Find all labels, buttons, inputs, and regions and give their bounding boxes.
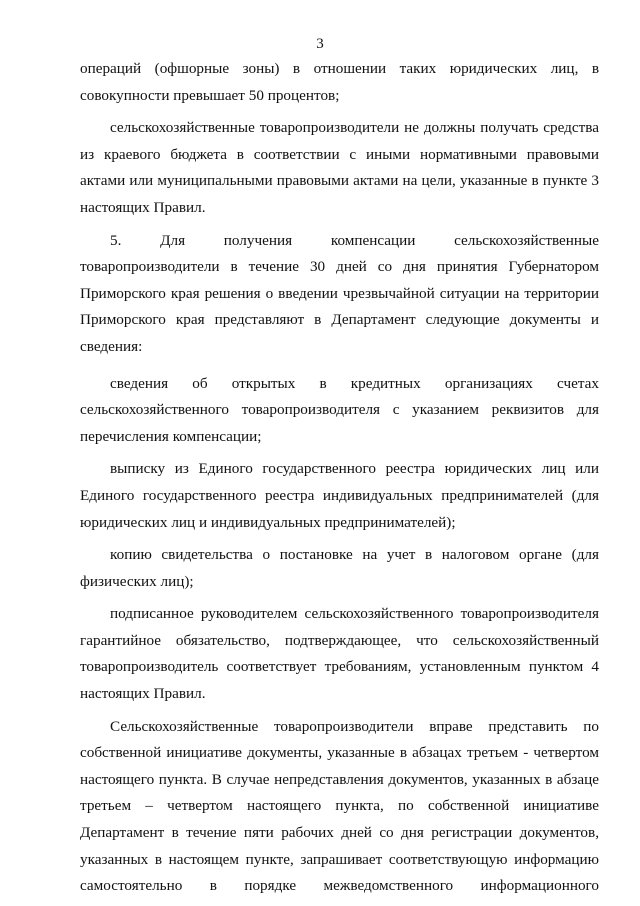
paragraph-item-5: 5. Для получения компенсации сельскохозяйственные товаропроизводители в течение 30 дней со дня принятия Губернатором Приморского края решения о введении чрезвычайной ситуации на территории Приморского края представляют в Департамент следующие документы и сведения:	[80, 231, 599, 355]
paragraph-no-other-funds: сельскохозяйственные товаропроизводители не должны получать средства из краевого бюджета в соответствии с иными нормативными правовыми актами или муниципальными правовыми актами на цели, указанные в пункте 3 настоящих Правил.	[80, 119, 599, 216]
paragraph-tax-certificate: копию свидетельства о постановке на учет в налоговом органе (для физических лиц);	[80, 546, 599, 590]
paragraph-guarantee: подписанное руководителем сельскохозяйственного товаропроизводителя гарантийное обязательство, подтверждающее, что сельскохозяйственный товаропроизводитель соответствует требованиям, установленным пунктом 4 настоящих Правил.	[80, 605, 599, 703]
paragraph-bank-accounts: сведения об открытых в кредитных организациях счетах сельскохозяйственного товаропроизводителя с указанием реквизитов для перечисления компенсации;	[80, 374, 599, 445]
paragraph-offshore: операций (офшорные зоны) в отношении таких юридических лиц, в совокупности превышает 50 процентов;	[80, 60, 599, 104]
paragraph-registry-extract: выписку из Единого государственного реестра юридических лиц или Единого государственного реестра индивидуальных предпринимателей (для юридических лиц и индивидуальных предпринимателей);	[80, 460, 599, 531]
page-number: 3	[316, 36, 324, 52]
paragraph-own-initiative: Сельскохозяйственные товаропроизводители вправе представить по собственной инициативе документы, указанные в абзацах третьем - четвертом настоящего пункта. В случае непредставления документов, указанных в абзаце третьем – четвертом настоящего пункта, по собственной инициативе Департамент в течение пяти рабочих дней со дня регистрации документов, указанных в настоящем пункте, запрашивает соответствующую информацию самостоятельно в порядке межведомственного информационного	[80, 717, 599, 895]
document-body	[80, 56, 599, 906]
